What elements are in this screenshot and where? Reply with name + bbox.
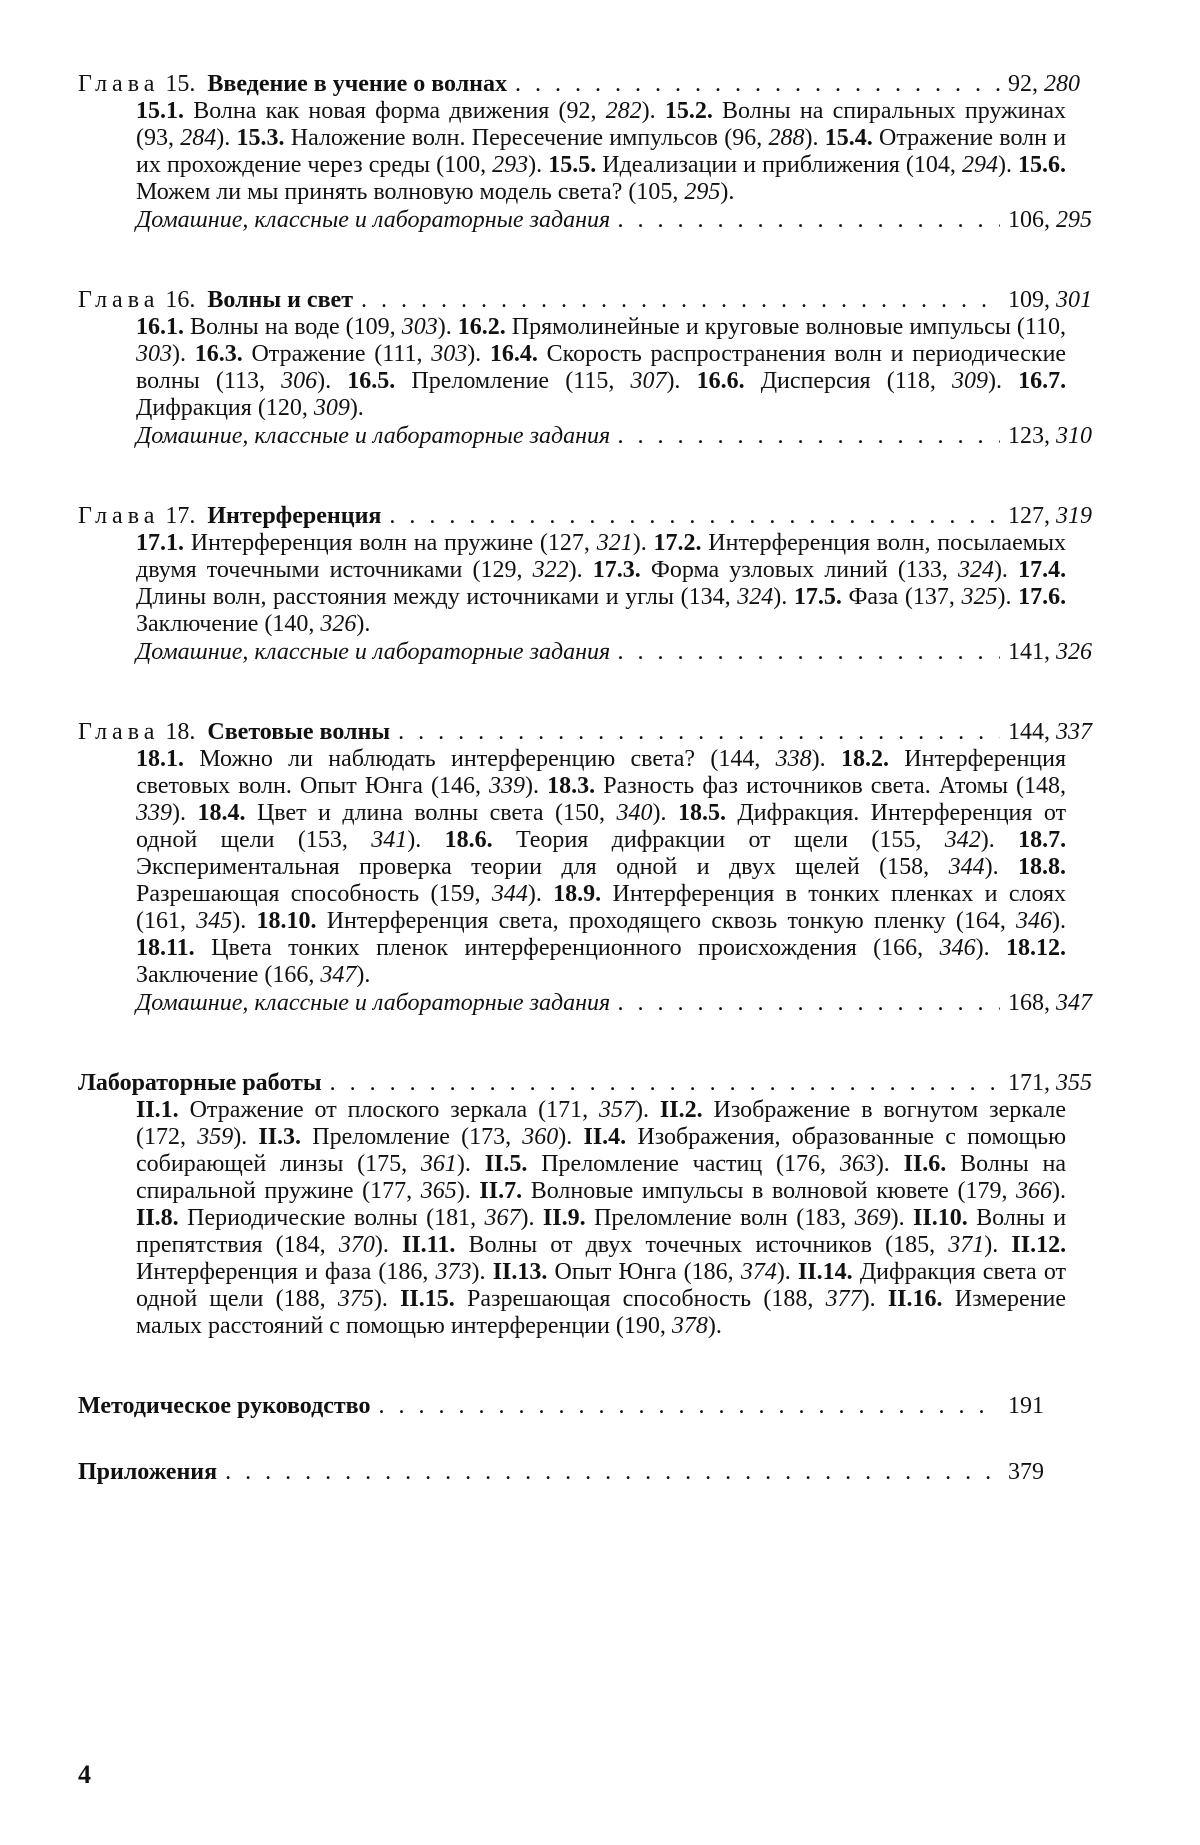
- chapter-prefix: Глава: [78, 503, 160, 529]
- entry-title: Наложение волн. Пересечение импульсов: [290, 125, 719, 151]
- entry-number: 15.4.: [824, 125, 873, 151]
- entry-title: Преломление волн: [594, 1205, 788, 1231]
- entry-title: Заключение: [136, 611, 259, 637]
- dot-leader: [389, 502, 1000, 530]
- chapter-number: 18.: [165, 719, 196, 745]
- labs-pages: 171, 355: [1008, 1070, 1092, 1096]
- entry-number: 15.5.: [548, 152, 597, 178]
- chapter-sections: [136, 746, 1066, 989]
- entry-number: II.2.: [659, 1097, 703, 1123]
- entry-title: Дифракция: [136, 395, 252, 421]
- chapter-title: Волны и свет: [207, 287, 353, 313]
- entry-pages: (166, 347).: [264, 962, 371, 988]
- entry-title: Измерение малых расстояний с помощью интерференции: [136, 1286, 1067, 1339]
- entry-number: 16.2.: [457, 314, 506, 340]
- dot-leader: [618, 422, 1000, 450]
- chapter-number: 16.: [165, 287, 196, 313]
- entry-title: Периодические волны: [187, 1205, 418, 1231]
- entry-pages: (120, 309).: [257, 395, 364, 421]
- chapter-sections: [136, 98, 1066, 206]
- entry-number: 16.5.: [347, 368, 396, 394]
- entry-pages: (176, 363).: [776, 1151, 890, 1177]
- entry-number: 17.3.: [592, 557, 641, 583]
- entry-number: 15.3.: [236, 125, 285, 151]
- entry-pages: (105, 295).: [628, 179, 735, 205]
- chapter-number: 17.: [165, 503, 196, 529]
- entry-title: Разрешающая способность: [467, 1286, 752, 1312]
- entry-pages: (113, 306).: [215, 368, 332, 394]
- toc-entry: [136, 746, 841, 772]
- methods-title: Методическое руководство: [78, 1393, 371, 1419]
- dot-leader: [378, 1392, 1000, 1420]
- toc-entry: [794, 584, 1018, 610]
- entry-title: Отражение: [251, 341, 366, 367]
- entry-pages: (109, 303).: [345, 314, 452, 340]
- homework-pages: 141, 326: [1008, 639, 1092, 665]
- appendix-title: Приложения: [78, 1459, 218, 1485]
- entry-number: 16.7.: [1018, 368, 1067, 394]
- entry-title: Волны на спиральных пружинах: [722, 98, 1067, 124]
- entry-pages: (93, 284).: [136, 125, 231, 151]
- entry-number: II.4.: [583, 1124, 627, 1150]
- entry-number: 15.1.: [136, 98, 184, 124]
- entry-pages: (129, 322).: [472, 557, 583, 583]
- entry-title: Можем ли мы принять волновую модель света?: [136, 179, 623, 205]
- chapter-number: 15.: [165, 71, 196, 97]
- entry-number: 17.1.: [136, 530, 184, 556]
- entry-pages: (115, 307).: [565, 368, 681, 394]
- entry-title: Преломление: [411, 368, 550, 394]
- entry-pages: (179, 366).: [957, 1178, 1067, 1204]
- entry-title: Опыт Юнга: [554, 1259, 677, 1285]
- appendix-page: 379: [1008, 1459, 1044, 1485]
- toc-entry: [485, 1151, 904, 1177]
- entry-number: II.1.: [136, 1097, 179, 1123]
- entry-pages: (100, 293).: [436, 152, 543, 178]
- toc-entry: [197, 800, 677, 826]
- homework-pages: 123, 310: [1008, 423, 1092, 449]
- chapter-heading: [78, 286, 1108, 314]
- entry-pages: (144, 338).: [710, 746, 826, 772]
- entry-pages: (183, 369).: [796, 1205, 905, 1231]
- entry-number: 18.1.: [136, 746, 184, 772]
- entry-number: 15.2.: [664, 98, 713, 124]
- chapter-pages: 144, 337: [1008, 719, 1092, 745]
- entry-pages: (184, 370).: [275, 1232, 389, 1258]
- entry-number: 18.7.: [1018, 827, 1067, 853]
- homework-label: Домашние, классные и лабораторные задания: [136, 423, 611, 449]
- entry-number: II.3.: [258, 1124, 302, 1150]
- toc-entry: [136, 935, 1006, 961]
- entry-pages: (104, 294).: [905, 152, 1012, 178]
- toc-entry: [195, 341, 490, 367]
- entry-pages: (127, 321).: [539, 530, 647, 556]
- homework-line: [136, 206, 1108, 234]
- toc-entry: [493, 1259, 798, 1285]
- entry-pages: (158, 344).: [879, 854, 999, 880]
- chapter-pages: 109, 301: [1008, 287, 1092, 313]
- toc-entry: [697, 368, 1019, 394]
- homework-line: [136, 638, 1108, 666]
- methods-page: 191: [1008, 1393, 1044, 1419]
- entry-pages: (188, 375).: [275, 1286, 388, 1312]
- toc-entry: [136, 98, 665, 124]
- entry-title: Интерференция в тонких пленках и слоях: [612, 881, 1067, 907]
- entry-number: 18.4.: [197, 800, 246, 826]
- entry-pages: (133, 324).: [897, 557, 1008, 583]
- entry-pages: (159, 344).: [430, 881, 542, 907]
- dot-leader: [515, 70, 1000, 98]
- entry-pages: (188, 377).: [763, 1286, 876, 1312]
- homework-line: [136, 422, 1108, 450]
- labs-section: [78, 1069, 1108, 1340]
- entry-number: II.12.: [1011, 1232, 1067, 1258]
- entry-title: Прямолинейные и круговые волновые импульсы: [511, 314, 1011, 340]
- entry-number: 18.5.: [677, 800, 726, 826]
- chapter-title: Введение в учение о волнах: [207, 71, 508, 97]
- entry-pages: (185, 371).: [885, 1232, 999, 1258]
- entry-title: Волны на спиральной пружине: [136, 1151, 1067, 1204]
- entry-pages: (155, 342).: [871, 827, 995, 853]
- entry-number: 17.2.: [653, 530, 702, 556]
- chapter-17: [78, 502, 1108, 666]
- entry-number: 17.4.: [1018, 557, 1067, 583]
- chapter-sections: [136, 530, 1066, 638]
- entry-title: Волны и препятствия: [136, 1205, 1067, 1258]
- homework-label: Домашние, классные и лабораторные задания: [136, 207, 611, 233]
- entry-number: 16.1.: [136, 314, 184, 340]
- entry-number: II.11.: [401, 1232, 456, 1258]
- entry-number: 17.6.: [1018, 584, 1067, 610]
- entry-title: Скорость распространения волн и периодические волны: [136, 341, 1067, 394]
- entry-title: Экспериментальная проверка теории для одной и двух щелей: [136, 854, 860, 880]
- toc-entry: [256, 908, 1066, 934]
- entry-title: Изображения, образованные с помощью собирающей линзы: [136, 1124, 1067, 1177]
- toc-entry: [237, 125, 825, 151]
- dot-leader: [330, 1069, 1000, 1097]
- entry-pages: (175, 361).: [357, 1151, 471, 1177]
- entry-number: 16.4.: [489, 341, 538, 367]
- entry-number: 15.6.: [1018, 152, 1067, 178]
- dot-leader: [618, 206, 1000, 234]
- entry-number: 18.6.: [444, 827, 493, 853]
- entry-pages: (164, 346).: [955, 908, 1067, 934]
- entry-pages: (153, 341).: [297, 827, 422, 853]
- toc-entry: [136, 1205, 543, 1231]
- entry-pages: (186, 374).: [683, 1259, 791, 1285]
- chapter-18: [78, 718, 1108, 1017]
- entry-pages: (140, 326).: [264, 611, 371, 637]
- entry-pages: (92, 282).: [558, 98, 656, 124]
- entry-title: Отражение волн и их прохождение через среды: [136, 125, 1067, 178]
- entry-pages: (181, 367).: [426, 1205, 535, 1231]
- labs-title: Лабораторные работы: [78, 1070, 322, 1096]
- entry-title: Волновые импульсы в волновой кювете: [530, 1178, 949, 1204]
- homework-line: [136, 989, 1108, 1017]
- entry-title: Преломление частиц: [541, 1151, 763, 1177]
- chapter-heading: [78, 502, 1108, 530]
- page-number: 4: [78, 1760, 91, 1789]
- toc-entry: [445, 827, 1018, 853]
- entry-number: 18.8.: [1018, 854, 1067, 880]
- entry-pages: (173, 360).: [461, 1124, 573, 1150]
- toc-entry: [136, 530, 653, 556]
- dot-leader: [398, 718, 1000, 746]
- entry-title: Заключение: [136, 962, 259, 988]
- entry-number: 18.9.: [553, 881, 602, 907]
- entry-pages: (177, 365).: [362, 1178, 471, 1204]
- entry-title: Отражение от плоского зеркала: [189, 1097, 528, 1123]
- entry-title: Интерференция волн, посылаемых двумя точечными источниками: [136, 530, 1067, 583]
- entry-title: Дифракция. Интерференция от одной щели: [136, 800, 1067, 853]
- entry-number: 17.5.: [793, 584, 842, 610]
- toc-entry: [593, 557, 1018, 583]
- entry-title: Интерференция световых волн. Опыт Юнга: [136, 746, 1067, 799]
- entry-title: Цвета тонких пленок интерференционного происхождения: [211, 935, 857, 961]
- chapter-pages: 127, 319: [1008, 503, 1092, 529]
- entry-pages: (190, 378).: [615, 1313, 722, 1339]
- entry-pages: (111, 303).: [374, 341, 482, 367]
- entry-number: II.16.: [887, 1286, 943, 1312]
- toc-entry: [258, 1124, 583, 1150]
- appendix-line: [78, 1458, 1108, 1486]
- toc-entry: [347, 368, 696, 394]
- chapter-title: Интерференция: [207, 503, 382, 529]
- entry-number: 16.6.: [696, 368, 745, 394]
- entry-number: 18.3.: [547, 773, 596, 799]
- homework-label: Домашние, классные и лабораторные задания: [136, 990, 611, 1016]
- entry-pages: (171, 357).: [538, 1097, 649, 1123]
- entry-title: Цвет и длина волны света: [256, 800, 544, 826]
- chapter-prefix: Глава: [78, 719, 160, 745]
- entry-title: Волны от двух точечных источников: [468, 1232, 872, 1258]
- dot-leader: [618, 638, 1000, 666]
- labs-list: [136, 1097, 1066, 1340]
- entry-number: 18.2.: [840, 746, 889, 772]
- toc-entry: [543, 1205, 913, 1231]
- entry-number: II.15.: [400, 1286, 455, 1312]
- chapter-prefix: Глава: [78, 287, 160, 313]
- toc-entry: [402, 1232, 1011, 1258]
- entry-title: Изображение в вогнутом зеркале: [713, 1097, 1067, 1123]
- homework-pages: 106, 295: [1008, 207, 1092, 233]
- entry-number: II.14.: [797, 1259, 853, 1285]
- homework-label: Домашние, классные и лабораторные задания: [136, 639, 611, 665]
- entry-pages: (146, 339).: [430, 773, 540, 799]
- toc-entry: [548, 152, 1018, 178]
- entry-pages: (96, 288).: [724, 125, 819, 151]
- entry-pages: (118, 309).: [886, 368, 1002, 394]
- chapter-15: [78, 70, 1108, 234]
- chapter-sections: [136, 314, 1066, 422]
- entry-number: 18.12.: [1006, 935, 1066, 961]
- entry-number: II.9.: [542, 1205, 586, 1231]
- dot-leader: [225, 1458, 1000, 1486]
- toc-entry: [479, 1178, 1066, 1204]
- toc-entry: [136, 1097, 660, 1123]
- entry-number: II.13.: [492, 1259, 548, 1285]
- entry-title: Разность фаз источников света. Атомы: [603, 773, 1008, 799]
- entry-pages: (134, 324).: [680, 584, 788, 610]
- chapter-16: [78, 286, 1108, 450]
- entry-pages: (148, 339).: [136, 773, 1067, 826]
- entry-pages: (172, 359).: [136, 1124, 248, 1150]
- entry-title: Интерференция и фаза: [136, 1259, 372, 1285]
- methods-line: [78, 1392, 1108, 1420]
- entry-number: 16.3.: [194, 341, 243, 367]
- entry-title: Длины волн, расстояния между источниками и углы: [136, 584, 674, 610]
- entry-title: Дифракция света от одной щели: [136, 1259, 1067, 1312]
- entry-title: Дисперсия: [760, 368, 871, 394]
- entry-title: Фаза: [848, 584, 899, 610]
- entry-pages: (161, 345).: [136, 908, 247, 934]
- entry-title: Волны на воде: [190, 314, 340, 340]
- entry-pages: (137, 325).: [904, 584, 1012, 610]
- entry-number: 18.11.: [136, 935, 195, 961]
- toc-entry: [136, 314, 458, 340]
- labs-heading: [78, 1069, 1108, 1097]
- entry-title: Идеализации и приближения: [602, 152, 900, 178]
- entry-title: Волна как новая форма движения: [193, 98, 550, 124]
- entry-number: II.10.: [913, 1205, 968, 1231]
- entry-title: Преломление: [312, 1124, 450, 1150]
- entry-number: II.7.: [479, 1178, 523, 1204]
- entry-title: Интерференция волн на пружине: [190, 530, 534, 556]
- entry-number: II.6.: [903, 1151, 947, 1177]
- entry-title: Интерференция света, проходящего сквозь тонкую пленку: [326, 908, 946, 934]
- entry-title: Разрешающая способность: [136, 881, 420, 907]
- chapter-pages: 92, 280: [1008, 71, 1080, 97]
- homework-pages: 168, 347: [1008, 990, 1092, 1016]
- entry-pages: (166, 346).: [873, 935, 990, 961]
- toc-entry: [400, 1286, 888, 1312]
- dot-leader: [361, 286, 1000, 314]
- table-of-contents: [78, 70, 1108, 1524]
- entry-number: 18.10.: [256, 908, 317, 934]
- chapter-title: Световые волны: [207, 719, 391, 745]
- entry-title: Можно ли наблюдать интерференцию света?: [199, 746, 696, 772]
- entry-pages: (186, 373).: [378, 1259, 486, 1285]
- dot-leader: [618, 989, 1000, 1017]
- entry-number: II.5.: [484, 1151, 528, 1177]
- chapter-heading: [78, 70, 1108, 98]
- chapter-heading: [78, 718, 1108, 746]
- entry-number: II.8.: [136, 1205, 179, 1231]
- entry-title: Теория дифракции от щели: [516, 827, 848, 853]
- entry-title: Форма узловых линий: [650, 557, 888, 583]
- entry-pages: (150, 340).: [555, 800, 667, 826]
- entry-pages: (110, 303).: [136, 314, 1066, 367]
- chapter-prefix: Глава: [78, 71, 160, 97]
